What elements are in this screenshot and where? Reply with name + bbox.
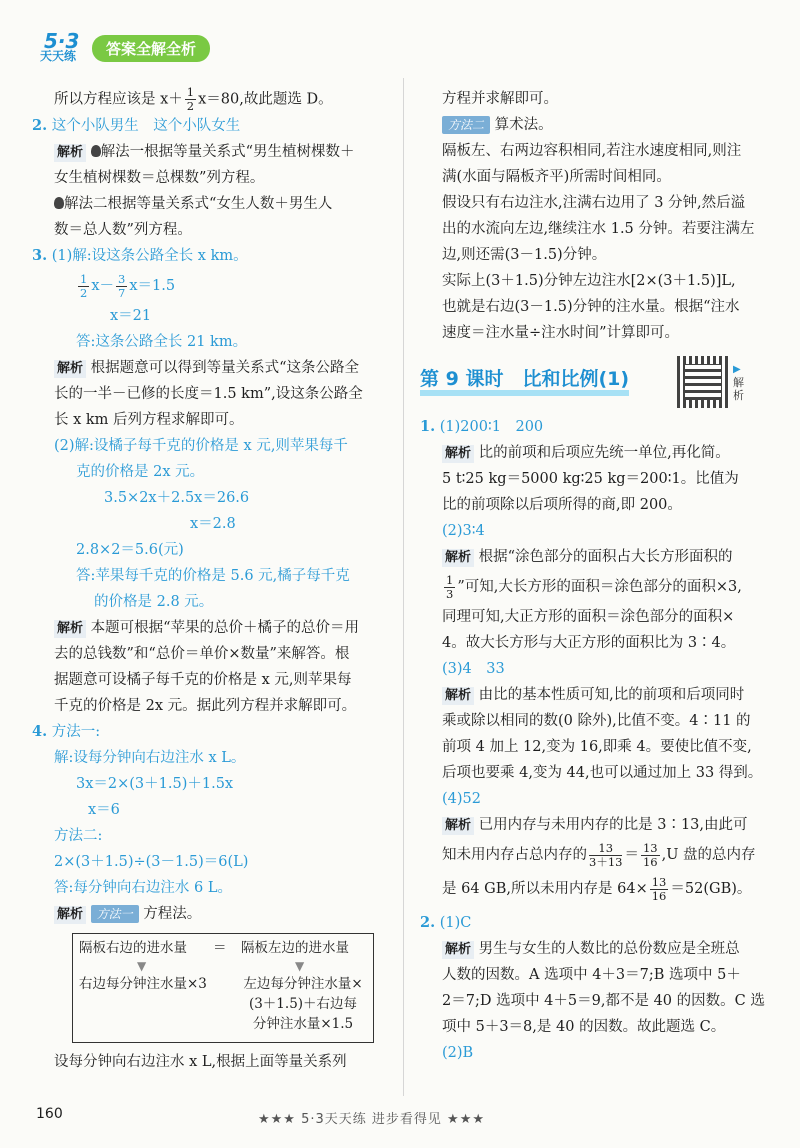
method-tag: 方法一 bbox=[91, 905, 139, 923]
equation: 2×(3＋1.5)÷(3－1.5)＝6(L) bbox=[54, 854, 249, 870]
box-text: 隔板右边的进水量 bbox=[79, 940, 187, 956]
page-number: 160 bbox=[36, 1106, 63, 1122]
bulb-icon bbox=[54, 197, 64, 209]
answer: 答:苹果每千克的价格是 5.6 元,橘子每千克 bbox=[76, 568, 350, 584]
line: (3)4 33 bbox=[442, 661, 505, 677]
box-text: 隔板左边的进水量 bbox=[241, 940, 349, 956]
analysis-tag: 解析 bbox=[54, 144, 86, 162]
qr-label: ▶解析 bbox=[733, 364, 745, 402]
line: 数＝总人数”列方程。 bbox=[54, 222, 192, 238]
line: 女生植树棵数＝总棵数”列方程。 bbox=[54, 170, 265, 186]
question-4: 4. 方法一: bbox=[32, 723, 101, 740]
method-tag: 方法二 bbox=[442, 116, 490, 134]
equation: 3x＝2×(3＋1.5)＋1.5x bbox=[76, 776, 234, 792]
line: 解析 根据题意可以得到等量关系式“这条公路全 bbox=[32, 355, 390, 381]
line: (2)B bbox=[442, 1045, 474, 1061]
line: 2＝7;D 选项中 4＋5＝9,都不是 40 的因数。C 选 bbox=[442, 993, 765, 1009]
line: 5 t∶25 kg＝5000 kg∶25 kg＝200∶1。比值为 bbox=[442, 471, 739, 487]
equation: x＝6 bbox=[88, 802, 120, 818]
line: 同理可知,大正方形的面积＝涂色部分的面积× bbox=[442, 609, 735, 625]
column-divider bbox=[403, 78, 404, 1096]
line: 前项 4 加上 12,变为 16,即乘 4。要使比值不变, bbox=[442, 739, 752, 755]
line: 边,则还需(3－1.5)分钟。 bbox=[442, 247, 607, 263]
answer: 答:这条公路全长 21 km。 bbox=[76, 334, 248, 350]
line: 后项也要乘 4,变为 44,也可以通过加上 33 得到。 bbox=[442, 765, 763, 781]
right-column bbox=[420, 86, 770, 1066]
fraction: $\frac{1}{2}$ bbox=[186, 85, 195, 113]
question-1: 1. (1)200∶1 200 bbox=[420, 418, 544, 435]
box-equals: ＝ bbox=[213, 940, 227, 956]
lesson-heading bbox=[420, 356, 770, 408]
line: 长的一半－已修的长度＝1.5 km”,设这条公路全 bbox=[54, 386, 363, 402]
line: 项中 5＋3＝8,是 40 的因数。故此题选 C。 bbox=[442, 1019, 726, 1035]
line: 解析 男生与女生的人数比的总份数应是全班总 bbox=[420, 936, 770, 962]
line: 方程并求解即可。 bbox=[442, 91, 558, 107]
line: 解法二根据等量关系式“女生人数＋男生人 bbox=[32, 191, 390, 217]
line: 知未用内存占总内存的 $\frac{13}{3+13}$ ＝ $\frac{13}{16}$ ,U 盘的总内存 bbox=[442, 840, 756, 869]
line: 乘或除以相同的数(0 除外),比值不变。4∶11 的 bbox=[442, 713, 751, 729]
line: 假设只有右边注水,注满右边用了 3 分钟,然后溢 bbox=[442, 195, 746, 211]
bulb-icon bbox=[91, 145, 101, 157]
equivalence-diagram bbox=[72, 933, 374, 1043]
line: 速度＝注水量÷注水时间”计算即可。 bbox=[442, 325, 680, 341]
line: 解析 比的前项和后项应先统一单位,再化简。 bbox=[420, 440, 770, 466]
line: 隔板左、右两边容积相同,若注水速度相同,则注 bbox=[442, 143, 742, 159]
equation: x＝21 bbox=[110, 308, 152, 324]
line: 解析 由比的基本性质可知,比的前项和后项同时 bbox=[420, 682, 770, 708]
line: 设每分钟向右边注水 x L,根据上面等量关系列 bbox=[54, 1054, 347, 1070]
line: $\frac{1}{3}$ ”可知,大长方形的面积＝涂色部分的面积×3, bbox=[446, 572, 742, 601]
box-text-group: 左边每分钟注水量× (3＋1.5)＋右边每 分钟注水量×1.5 bbox=[243, 976, 363, 1032]
line: 所以方程应该是 x＋ $\frac{1}{2}$ x＝80,故此题选 D。 bbox=[54, 85, 333, 113]
line: 据题意可设橘子每千克的价格是 x 元,则苹果每 bbox=[54, 672, 352, 688]
equation: 2.8×2＝5.6(元) bbox=[76, 542, 184, 558]
line: 也就是右边(3－1.5)分钟的注水量。根据“注水 bbox=[442, 299, 740, 315]
answer: 答:每分钟向右边注水 6 L。 bbox=[54, 880, 232, 896]
lesson-title: 第 9 课时 比和比例(1) bbox=[420, 368, 629, 396]
line: 方法二: bbox=[54, 828, 103, 844]
equation: 3.5×2x＋2.5x＝26.6 bbox=[104, 490, 250, 506]
line: 去的总钱数”和“总价＝单价×数量”来解答。根 bbox=[54, 646, 350, 662]
line: 是 64 GB,所以未用内存是 64× $\frac{13}{16}$ ＝52(GB)。 bbox=[442, 874, 752, 903]
box-text: 右边每分钟注水量×3 bbox=[79, 976, 207, 992]
line: 出的水流向左边,继续注水 1.5 分钟。若要注满左 bbox=[442, 221, 755, 237]
left-column bbox=[32, 86, 390, 1075]
play-icon: ▶ bbox=[733, 364, 741, 375]
answer: 的价格是 2.8 元。 bbox=[94, 594, 214, 610]
logo-bottom: 天天练 bbox=[40, 49, 77, 63]
line: 解:设每分钟向右边注水 x L。 bbox=[54, 750, 246, 766]
line: 解析 解法一根据等量关系式“男生植树棵数＋ bbox=[32, 139, 390, 165]
header-badge: 答案全解全析 bbox=[92, 35, 210, 62]
line: 4。故大长方形与大正方形的面积比为 3∶4。 bbox=[442, 635, 736, 651]
question-3: 3. (1)解:设这条公路全长 x km。 bbox=[32, 247, 248, 264]
equation: $\frac{1}{2}$ x－ $\frac{3}{7}$ x＝1.5 bbox=[80, 271, 176, 300]
question-2: 2. (1)C bbox=[420, 914, 472, 931]
down-arrow-icon: ▼ bbox=[137, 959, 147, 973]
brand-logo bbox=[40, 31, 88, 65]
line: (2)解:设橘子每千克的价格是 x 元,则苹果每千 bbox=[54, 438, 348, 454]
line: 人数的因数。A 选项中 4＋3＝7;B 选项中 5＋ bbox=[442, 967, 741, 983]
down-arrow-icon: ▼ bbox=[295, 959, 305, 973]
line: (2)3∶4 bbox=[442, 523, 485, 539]
footer-slogan: ★★★ 5·3天天练 进步看得见 ★★★ bbox=[258, 1112, 485, 1127]
line: 实际上(3＋1.5)分钟左边注水[2×(3＋1.5)]L, bbox=[442, 273, 736, 289]
line: 克的价格是 2x 元。 bbox=[76, 464, 205, 480]
line: 解析 方法一 方程法。 bbox=[32, 901, 390, 927]
equation: x＝2.8 bbox=[190, 516, 236, 532]
question-2: 2. 这个小队男生 这个小队女生 bbox=[32, 117, 241, 134]
line: 解析 本题可根据“苹果的总价＋橘子的总价＝用 bbox=[32, 615, 390, 641]
line: 长 x km 后列方程求解即可。 bbox=[54, 412, 244, 428]
line: 比的前项除以后项所得的商,即 200。 bbox=[442, 497, 682, 513]
line: 千克的价格是 2x 元。据此列方程并求解即可。 bbox=[54, 698, 357, 714]
qr-code-icon[interactable] bbox=[677, 356, 729, 408]
line: (4)52 bbox=[442, 791, 481, 807]
line: 满(水面与隔板齐平)所需时间相同。 bbox=[442, 169, 671, 185]
page-header bbox=[40, 30, 210, 66]
line: 方法二 算术法。 bbox=[420, 112, 770, 138]
line: 解析 已用内存与未用内存的比是 3∶13,由此可 bbox=[420, 812, 770, 838]
line: 解析 根据“涂色部分的面积占大长方形面积的 bbox=[420, 544, 770, 570]
logo-top: 5·3 bbox=[44, 29, 80, 53]
